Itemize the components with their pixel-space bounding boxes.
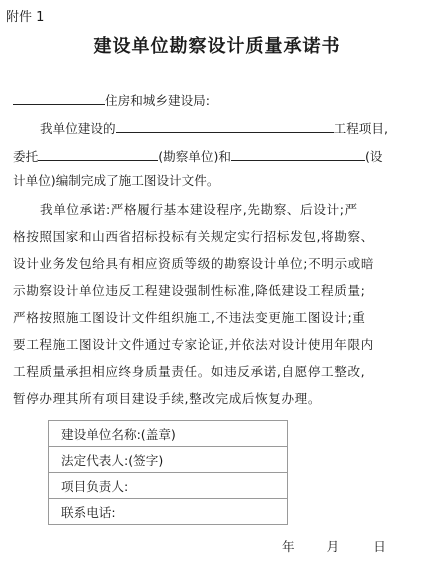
body-line: 要工程施工图设计文件通过专家论证,并依法对设计使用年限内 [13,337,374,352]
intro-line-3: 计单位)编制完成了施工图设计文件。 [13,173,220,188]
body-line: 示勘察设计单位违反工程建设强制性标准,降低建设工程质量; [13,283,366,298]
intro-line1-prefix: 我单位建设的 [40,121,116,136]
document-title: 建设单位勘察设计质量承诺书 [93,36,341,57]
sign-row-legal-rep[interactable]: 法定代表人:(签字) [49,447,288,473]
addressee-suffix: 住房和城乡建设局: [105,93,210,108]
date-day: 日 [373,539,386,554]
table-row [49,447,288,473]
sign-row-unit[interactable]: 建设单位名称:(盖章) [49,421,288,447]
intro-line2-entrust: 委托 [13,149,39,164]
addressee-blank[interactable] [13,90,105,105]
table-row [49,473,288,499]
date-line [282,536,386,555]
table-row [49,499,288,525]
intro-line-1 [40,118,388,137]
intro-line2-survey: (勘察单位)和 [158,149,231,164]
body-line: 格按照国家和山西省招标投标有关规定实行招标发包,将勘察、 [13,229,374,244]
table-row [49,421,288,447]
survey-unit-blank[interactable] [38,146,158,161]
sign-row-project-lead[interactable]: 项目负责人: [49,473,288,499]
body-line: 严格按照施工图设计文件组织施工,不违法变更施工图设计;重 [13,310,366,325]
design-unit-blank[interactable] [231,146,365,161]
intro-line2-design: (设 [364,149,383,164]
intro-line-2 [13,146,383,165]
project-name-blank[interactable] [116,118,334,133]
attachment-label: 附件 1 [6,10,45,25]
signature-table [48,420,288,525]
body-line: 设计业务发包给具有相应资质等级的勘察设计单位;不明示或暗 [13,256,375,271]
body-line: 工程质量承担相应终身质量责任。如违反承诺,自愿停工整改, [13,364,366,379]
date-year: 年 [282,539,295,554]
date-month: 月 [326,539,340,554]
body-line: 暂停办理其所有项目建设手续,整改完成后恢复办理。 [13,391,322,406]
intro-line1-suffix: 工程项目, [333,121,388,136]
addressee-line [13,90,210,109]
body-line: 我单位承诺:严格履行基本建设程序,先勘察、后设计;严 [40,202,358,217]
sign-row-phone[interactable]: 联系电话: [49,499,288,525]
